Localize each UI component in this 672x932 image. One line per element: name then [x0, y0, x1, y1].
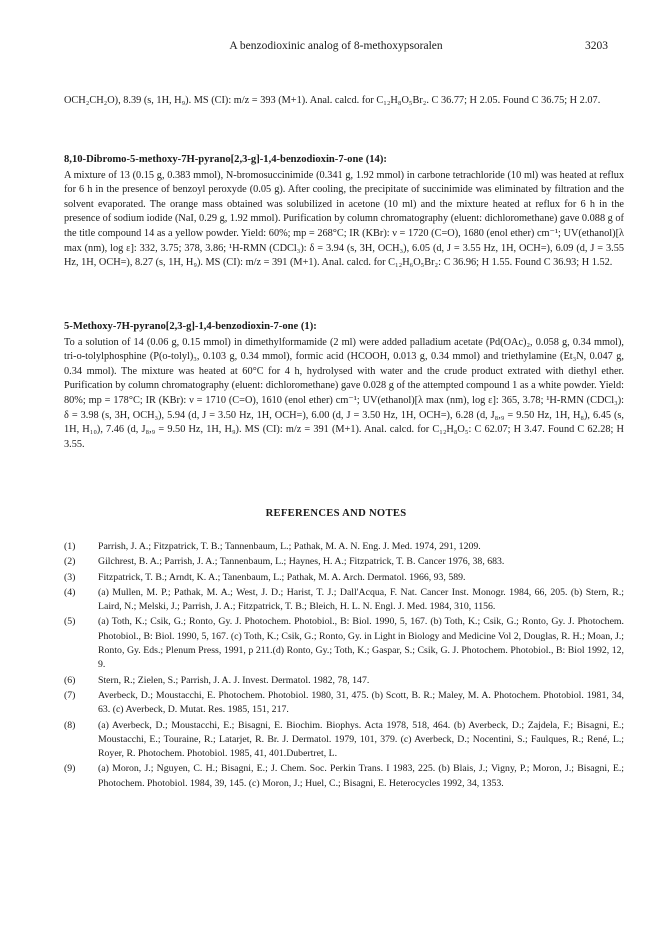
reference-item — [64, 689, 624, 718]
reference-text: Averbeck, D.; Moustacchi, E. Photochem. Photobiol. 1980, 31, 475. (b) Scott, B. R.; Maley, M. A. Photochem. Photobiol. 1981, 34, 63. (c) Averbeck, D. Mutat. Res. 1985, 151, 217. — [98, 689, 624, 716]
compound-1-section — [64, 320, 624, 452]
reference-number: (8) — [64, 719, 76, 731]
reference-text: (a) Toth, K.; Csik, G.; Ronto, Gy. J. Photochem. Photobiol., B: Biol. 1990, 5, 167. (b) Toth, K.; Csik, G.; Ronto, Gy. J. Photochem. Photobiol., B: Biol. 1990, 5, 167. (c) Toth, K.; Csik, G.; Ronto, Gy. in Light in Biology and Medicine Vol 2, Douglas, R. H.; Moan, J.; Ronto, Gy. Eds.; Plenum Press, 1991, p 211.(d) Ronto, Gy.; Toth, K.; Gaspar, S.; Csik, G. J. Photochem. Photobiol., B: Biol 1992, 12, 9. — [98, 616, 624, 671]
reference-text: (a) Moron, J.; Nguyen, C. H.; Bisagni, E.; J. Chem. Soc. Perkin Trans. I 1983, 225. (b) Blais, J.; Vigny, P.; Moron, J.; Bisagni, E.; Photochem. Photobiol. 1984, 39, 145. (c) Moron, J.; Huel, C.; Bisagni, E. Heterocycles 1992, 34, 1353. — [98, 763, 624, 789]
reference-text: Fitzpatrick, T. B.; Arndt, K. A.; Tanenbaum, L.; Pathak, M. A. Arch. Dermatol. 1966, 93, 589. — [98, 571, 466, 583]
running-title: A benzodioxinic analog of 8-methoxypsoralen — [229, 40, 443, 52]
reference-list — [64, 540, 624, 792]
reference-number: (3) — [64, 571, 76, 583]
reference-number: (4) — [64, 586, 76, 598]
reference-text: (a) Mullen, M. P.; Pathak, M. A.; West, J. D.; Harist, T. J.; Dall'Acqua, F. Nat. Cancer Inst. Monogr. 1984, 66, 205. (b) Stern, R.; Laird, N.; Melski, J.; Parrish, J. A.; Fitzpatrick, T. B.; Bleich, H. L. N. Engl. J. Med. 1984, 310, 1156. — [98, 586, 624, 613]
reference-number: (5) — [64, 616, 76, 628]
reference-number: (7) — [64, 689, 76, 701]
reference-item — [64, 615, 624, 672]
reference-text: (a) Averbeck, D.; Moustacchi, E.; Bisagni, E. Biochim. Biophys. Acta 1978, 518, 464. (b) Averbeck, D.; Zajdela, F.; Bisagni, E.; Moustacchi, E.; Touraine, R.; Latarjet, R. Br. J. Dermatol. 1979, 101, 379. (c) Averbeck, D.; Nocentini, S.; Faulques, R.; René, L.; Royer, R. Photochem. Photobiol. 1985, 41, 401.Dubertret, L. — [98, 719, 624, 760]
reference-item — [64, 674, 624, 688]
compound-1-body: To a solution of 14 (0.06 g, 0.15 mmol) in dimethylformamide (2 ml) were added palladium acetate (Pd(OAc)₂, 0.058 g, 0.34 mmol), tri-o-tolylphosphine (P(o-tolyl)₃, 0.103 g, 0.34 mmol), formic acid (HCOOH, 0.013 g, 0.34 mmol) and triethylamine (Et₃N, 0.047 g, 0.34 mmol). The mixture was heated at 60°C for 4 h, hydrolysed with water and the crude product extrated with diethyl ether. Purification by column chromatography (eluent: dichloromethane) gave 0.028 g of the attempted compound 1 as a white powder. Yield: 80%; mp = 178°C; IR (KBr): ν = 1710 (C=O), 1610 (enol ether) cm⁻¹; UV(ethanol)[λ max (nm), log ε]: 365, 3.78; ¹H-RMN (CDCl₃): δ = 3.98 (s, 3H, OCH₃), 5.94 (d, J = 3.50 Hz, 1H, OCH=), 6.00 (d, J = 3.50 Hz, 1H, OCH=), 6.28 (d, J₈,₉ = 9.50 Hz, 1H, H₈), 6.45 (s, 1H, H₁₀), 7.46 (d, J₈,₉ = 9.50 Hz, 1H, H₉). MS (CI): m/z = 391 (M+1). Anal. calcd. for C₁₂H₈O₅: C 62.07; H 3.47. Found C 62.28; H 3.55. — [64, 336, 624, 450]
reference-text: Parrish, J. A.; Fitzpatrick, T. B.; Tannenbaum, L.; Pathak, M. A. N. Eng. J. Med. 1974, 291, 1209. — [98, 541, 481, 552]
continuation-paragraph: OCH₂CH₂O), 8.39 (s, 1H, H₉). MS (CI): m/z = 393 (M+1). Anal. calcd. for C₁₂H₈O₅Br₂. C 36.77; H 2.05. Found C 36.75; H 2.07. — [64, 95, 601, 106]
reference-item — [64, 540, 624, 554]
reference-item — [64, 762, 624, 791]
reference-text: Gilchrest, B. A.; Parrish, J. A.; Tannenbaum, L.; Haynes, H. A.; Fitzpatrick, T. B. Cancer 1976, 38, 683. — [98, 556, 505, 568]
compound-1-heading: 5-Methoxy-7H-pyrano[2,3-g]-1,4-benzodioxin-7-one (1): — [64, 321, 317, 332]
compound-14-body: A mixture of 13 (0.15 g, 0.383 mmol), N-bromosuccinimide (0.341 g, 1.92 mmol) in carbone tetrachloride (10 ml) was heated at reflux for 6 h in the presence of benzoyl peroxyde (0.05 g). After cooling, the precipitate of succinimide was eliminated by filtration and the solvent evaporated. The orange mass obtained was solubilized in acetone (10 ml) and the mixture heated at reflux for 6 h in the presence of sodium iodide (NaI, 0.29 g, 1.92 mmol). Purification by column chromatography (eluent: dichloromethane) gave 0.088 g of the title compound 14 as a yellow powder. Yield: 60%; mp = 268°C; IR (KBr): ν = 1720 (C=O), 1680 (enol ether) cm⁻¹; UV(ethanol)[λ max (nm), log ε]: 332, 3.75; 378, 3.86; ¹H-RMN (CDCl₃): δ = 3.94 (s, 3H, OCH₃), 6.05 (d, J = 3.55 Hz, 1H, OCH=), 6.09 (d, J = 3.55 Hz, 1H, OCH=), 8.27 (s, 1H, H₉). MS (CI): m/z = 391 (M+1). Anal. calcd. for C₁₂H₆O₅Br₂: C 36.96; H 1.55. Found C 36.93; H 1.52. — [64, 169, 624, 269]
references-title: REFERENCES AND NOTES — [265, 508, 407, 519]
reference-item — [64, 586, 624, 615]
reference-item — [64, 571, 624, 585]
reference-text: Stern, R.; Zielen, S.; Parrish, J. A. J. Invest. Dermatol. 1982, 78, 147. — [98, 674, 370, 686]
reference-number: (1) — [64, 541, 76, 552]
reference-item — [64, 719, 624, 762]
reference-number: (6) — [64, 674, 76, 686]
reference-number: (9) — [64, 763, 76, 775]
reference-item — [64, 555, 624, 569]
reference-number: (2) — [64, 556, 76, 568]
running-head — [0, 40, 672, 56]
compound-14-section — [64, 153, 624, 271]
page-number: 3203 — [585, 40, 608, 52]
compound-14-heading: 8,10-Dibromo-5-methoxy-7H-pyrano[2,3-g]-1,4-benzodioxin-7-one (14): — [64, 154, 387, 165]
